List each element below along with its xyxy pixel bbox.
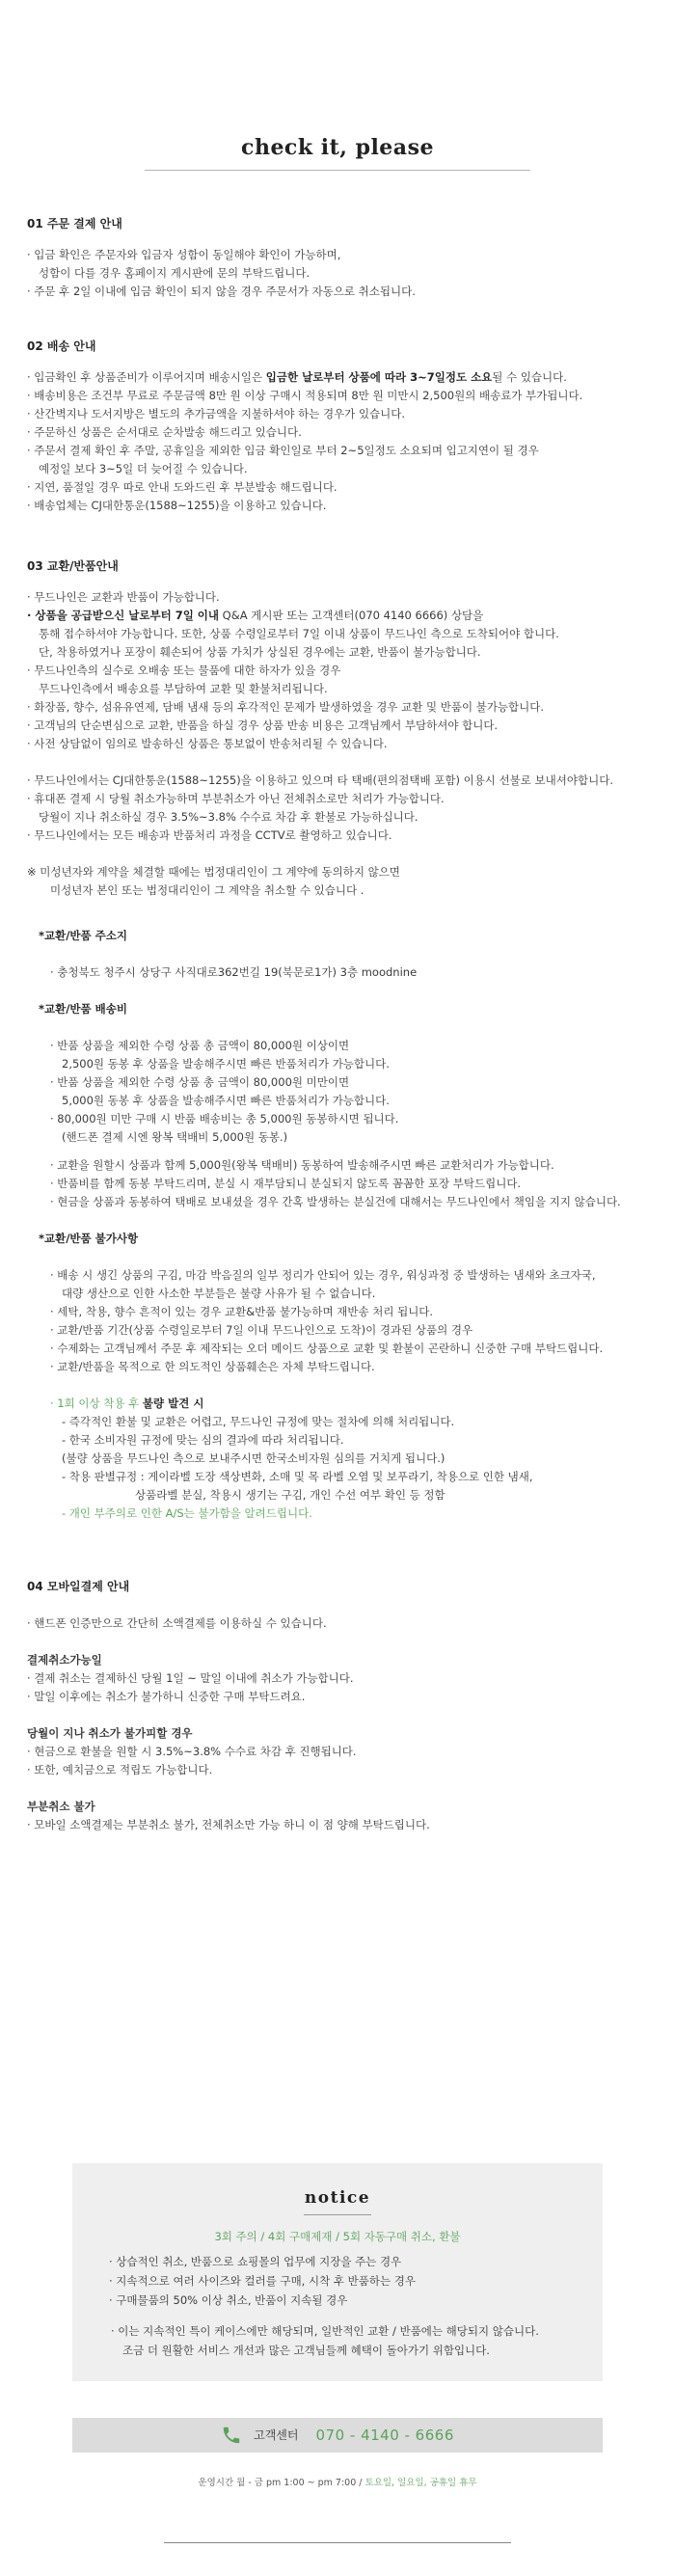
exchange-line: · 고객님의 단순변심으로 교환, 반품을 하실 경우 상품 반송 비용은 고객님께서 부담하셔야 합니다. xyxy=(27,719,499,732)
notice-footnote xyxy=(72,2321,603,2360)
page-content xyxy=(0,133,675,1834)
no-return-line: · 교환/반품을 목적으로 한 의도적인 상품훼손은 자체 부탁드립니다. xyxy=(50,1360,375,1373)
exchange-line: · 무드나인측의 실수로 오배송 또는 물품에 대한 하자가 있을 경우 xyxy=(27,664,341,677)
defect-line: - 개인 부주의로 인한 A/S는 불가함을 알려드립니다. xyxy=(62,1506,312,1520)
notice-item: · 상습적인 취소, 반품으로 쇼핑몰의 업무에 지장을 주는 경우 xyxy=(109,2255,402,2268)
return-address: · 충청북도 청주시 상당구 사직대로362번길 19(북문로1가) 3층 moodnine xyxy=(50,965,418,979)
defect-line: 상품라벨 분실, 착용시 생기는 구김, 개인 수선 여부 확인 등 정함 xyxy=(135,1488,446,1502)
notice-title: notice xyxy=(304,2188,371,2208)
fee-line: · 반품 상품을 제외한 수령 상품 총 금액이 80,000원 미만이면 xyxy=(50,1075,350,1089)
no-return-line: · 세탁, 착용, 향수 흔적이 있는 경우 교환&반품 불가능하며 재반송 처리 됩니다. xyxy=(50,1305,434,1318)
mobile-line: · 말일 이후에는 취소가 불가하니 신중한 구매 부탁드려요. xyxy=(27,1690,306,1703)
payment-section xyxy=(27,215,648,301)
notice-divider xyxy=(304,2214,371,2215)
mobile-section-title: 04 모바일결제 안내 xyxy=(27,1580,130,1593)
fee-line: · 80,000원 미만 구매 시 반품 배송비는 총 5,000원 동봉하시면 됩니다. xyxy=(50,1112,399,1125)
exchange-line: · 무드나인에서는 모든 배송과 반품처리 과정을 CCTV로 촬영하고 있습니다. xyxy=(27,828,392,842)
cancel-period-heading: 결제취소가능일 xyxy=(27,1653,102,1667)
exchange-section-title: 03 교환/반품안내 xyxy=(27,559,119,573)
defect-heading: · 1회 이상 착용 후 불량 발견 시 xyxy=(50,1396,204,1410)
mobile-section xyxy=(27,1578,648,1834)
delivery-line: · 주문하신 상품은 순서대로 순차발송 해드리고 있습니다. xyxy=(27,425,302,439)
delivery-section-title: 02 배송 안내 xyxy=(27,339,96,353)
fee-line: · 반품비를 함께 동봉 부탁드리며, 분실 시 재부담되니 분실되지 않도록 꼼꼼한 포장 부탁드립니다. xyxy=(50,1177,522,1190)
title-divider xyxy=(145,170,530,171)
no-return-line: · 배송 시 생긴 상품의 구김, 마감 박음질의 일부 정리가 안되어 있는 경우, 워싱과정 중 발생하는 냄새와 초크자국, xyxy=(50,1268,596,1282)
no-return-line: 대량 생산으로 인한 사소한 부분들은 불량 사유가 될 수 없습니다. xyxy=(62,1287,376,1300)
exchange-section xyxy=(27,557,648,1523)
return-address-heading: *교환/반품 주소지 xyxy=(39,929,127,942)
exchange-line: · 사전 상담없이 임의로 발송하신 상품은 통보없이 반송처리될 수 있습니다. xyxy=(27,737,388,750)
delivery-section xyxy=(27,338,648,515)
no-return-line: · 교환/반품 기간(상품 수령일로부터 7일 이내 무드나인으로 도착)이 경과된 상품의 경우 xyxy=(50,1323,473,1337)
delivery-line: 예정일 보다 3~5일 더 늦어질 수 있습니다. xyxy=(39,462,248,475)
delivery-line: · 지연, 품절일 경우 따로 안내 도와드린 후 부분발송 해드립니다. xyxy=(27,480,338,494)
exchange-line: · 휴대폰 결제 시 당월 취소가능하며 부분취소가 아닌 전체취소로만 처리가 가능합니다. xyxy=(27,792,445,805)
hours-closed: 토요일, 일요일, 공휴일 휴무 xyxy=(364,2478,477,2488)
notice-footnote-line: · 이는 지속적인 특이 케이스에만 해당되며, 일반적인 교환 / 반품에는 해당되지 않습니다. xyxy=(111,2324,539,2338)
fee-line: (핸드폰 결제 시엔 왕복 택배비 5,000원 동봉.) xyxy=(62,1130,288,1144)
mobile-line: · 핸드폰 인증만으로 간단히 소액결제를 이용하실 수 있습니다. xyxy=(27,1616,327,1630)
exchange-line: 당월이 지나 취소하실 경우 3.5%~3.8% 수수료 차감 후 환불로 가능하십니다. xyxy=(39,810,418,824)
partial-cancel-heading: 부분취소 불가 xyxy=(27,1800,95,1813)
notice-footnote-line: 조금 더 원활한 서비스 개선과 많은 고객님들께 혜택이 돌아가기 위함입니다. xyxy=(122,2344,490,2357)
mobile-line: · 또한, 예치금으로 적립도 가능합니다. xyxy=(27,1763,213,1776)
exchange-line: 무드나인측에서 배송요를 부담하여 교환 및 환불처리됩니다. xyxy=(39,682,328,695)
payment-line: · 주문 후 2일 이내에 입금 확인이 되지 않을 경우 주문서가 자동으로 취소됩니다. xyxy=(27,285,416,298)
no-return-heading: *교환/반품 불가사항 xyxy=(39,1232,139,1245)
exchange-line: · 상품을 공급받으신 날로부터 7일 이내 Q&A 게시판 또는 고객센터(070 4140 6666) 상담을 xyxy=(27,609,484,622)
delivery-line: · 산간벽지나 도서지방은 별도의 추가금액을 지불하셔야 하는 경우가 있습니다. xyxy=(27,407,406,420)
defect-line: (불량 상품을 무드나인 측으로 보내주시면 한국소비자원 심의를 거치게 됩니다.) xyxy=(62,1451,446,1465)
fee-line: · 교환을 원할시 상품과 함께 5,000원(왕복 택배비) 동봉하여 발송해주시면 빠른 교환처리가 가능합니다. xyxy=(50,1158,554,1172)
customer-center-label: 고객센터 xyxy=(254,2427,299,2442)
customer-center-bar[interactable] xyxy=(72,2418,603,2453)
payment-section-title: 01 주문 결제 안내 xyxy=(27,217,122,230)
notice-list xyxy=(72,2252,603,2310)
fee-line: · 현금을 상품과 동봉하여 택배로 보내셨을 경우 간혹 발생하는 분실건에 대해서는 무드나인에서 책임을 지지 않습니다. xyxy=(50,1195,621,1208)
notice-headline: 3회 주의 / 4회 구매제재 / 5회 자동구매 취소, 환불 xyxy=(214,2230,461,2243)
exchange-line: · 화장품, 향수, 섬유유연제, 담배 냄새 등의 후각적인 문제가 발생하였을 경우 교환 및 반품이 불가능합니다. xyxy=(27,700,545,714)
exchange-line: 단, 착용하였거나 포장이 훼손되어 상품 가치가 상실된 경우에는 교환, 반품이 불가능합니다. xyxy=(39,645,481,659)
fee-line: 5,000원 동봉 후 상품을 발송해주시면 빠른 반품처리가 가능합니다. xyxy=(62,1094,390,1107)
return-fee-heading: *교환/반품 배송비 xyxy=(39,1002,127,1016)
notice-box xyxy=(72,2163,603,2381)
fee-line: · 반품 상품을 제외한 수령 상품 총 금액이 80,000원 이상이면 xyxy=(50,1039,350,1052)
delivery-line: · 입금확인 후 상품준비가 이루어지며 배송시일은 입금한 날로부터 상품에 따라 3~7일정도 소요될 수 있습니다. xyxy=(27,370,567,384)
defect-line: - 즉각적인 환불 및 교환은 어렵고, 무드나인 규정에 맞는 절차에 의해 처리됩니다. xyxy=(62,1415,455,1428)
mobile-line: · 결제 취소는 결제하신 당월 1일 ~ 말일 이내에 취소가 가능합니다. xyxy=(27,1671,354,1685)
delivery-line: · 배송비용은 조건부 무료로 주문금액 8만 원 이상 구매시 적용되며 8만 원 미만시 2,500원의 배송료가 부가됩니다. xyxy=(27,389,583,402)
hours-text: 운영시간 월 - 금 pm 1:00 ~ pm 7:00 / xyxy=(198,2478,365,2488)
minor-notice-line: ※ 미성년자와 계약을 체결할 때에는 법정대리인이 그 계약에 동의하지 않으면 xyxy=(27,865,400,879)
customer-center-phone[interactable]: 070 - 4140 - 6666 xyxy=(315,2426,454,2444)
payment-line: 성함이 다를 경우 홈페이지 게시판에 문의 부탁드립니다. xyxy=(39,266,310,280)
mobile-line: · 모바일 소액결제는 부분취소 불가, 전체취소만 가능 하니 이 점 양해 부탁드립니다. xyxy=(27,1818,430,1831)
exchange-line: · 무드나인에서는 CJ대한통운(1588~1255)을 이용하고 있으며 타 택배(편의점택배 포함) 이용시 선불로 보내셔야합니다. xyxy=(27,773,613,787)
exchange-line: · 무드나인은 교환과 반품이 가능합니다. xyxy=(27,590,220,604)
after-month-heading: 당월이 지나 취소가 불가피할 경우 xyxy=(27,1726,193,1740)
defect-line: - 착용 판별규정 : 게이라벨 도장 색상변화, 소매 및 목 라벨 오염 및 보푸라기, 착용으로 인한 냄새, xyxy=(62,1470,533,1483)
exchange-line: 통해 접수하셔야 가능합니다. 또한, 상품 수령일로부터 7일 이내 상품이 무드나인 측으로 도착되어야 합니다. xyxy=(39,627,559,640)
delivery-line: · 배송업체는 CJ대한통운(1588~1255)을 이용하고 있습니다. xyxy=(27,499,327,512)
payment-line: · 입금 확인은 주문자와 입금자 성함이 동일해야 확인이 가능하며, xyxy=(27,248,341,261)
bottom-divider xyxy=(164,2542,511,2543)
delivery-line: · 주문서 결제 확인 후 주말, 공휴일을 제외한 입금 확인일로 부터 2~5일정도 소요되며 입고지연이 될 경우 xyxy=(27,444,539,457)
operating-hours xyxy=(0,2474,675,2492)
notice-item: · 구매물품의 50% 이상 취소, 반품이 지속될 경우 xyxy=(109,2293,348,2307)
mobile-line: · 현금으로 환불을 원할 시 3.5%~3.8% 수수료 차감 후 진행됩니다. xyxy=(27,1745,357,1758)
notice-item: · 지속적으로 여러 사이즈와 컬러를 구매, 시착 후 반품하는 경우 xyxy=(109,2274,416,2288)
fee-line: 2,500원 동봉 후 상품을 발송해주시면 빠른 반품처리가 가능합니다. xyxy=(62,1057,390,1071)
minor-notice-line: 미성년자 본인 또는 법정대리인이 그 계약을 취소할 수 있습니다 . xyxy=(50,883,364,897)
page-title: check it, please xyxy=(241,135,434,160)
defect-line: - 한국 소비자원 규정에 맞는 심의 결과에 따라 처리됩니다. xyxy=(62,1433,344,1447)
no-return-line: · 수제화는 고객님께서 주문 후 제작되는 오더 메이드 상품으로 교환 및 환불이 곤란하니 신중한 구매 부탁드립니다. xyxy=(50,1342,604,1355)
